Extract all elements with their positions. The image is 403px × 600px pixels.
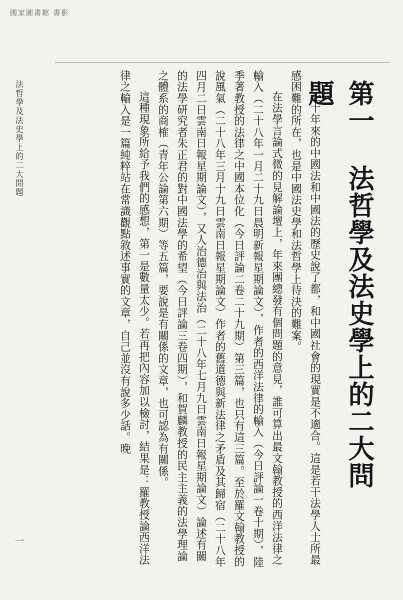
- paragraph-2: 在法學言論式微的見解論壇上，年來團總發有個問題的意見，誰可算出最文翰教授的西洋法律之輸入（二十八年一月二十九日晨明新報星期論文），作者的西洋法律的輸入（今日評論一卷十期），陸季著教授的法律之中國本位化（今日評論二卷二十九期）第三篇，也只有這三篇。至於羅文翰教授的說風氣（二十八年三月十九日雲南日報星期論文）作者的舊道德與新法律之矛盾及其歸宿（二十八年四月二日雲南日報星期論文），又人治德治與法治（二十八年七月九日雲南日報星期論文）論述有關的法學研究者朱正君的對中國法學的希望（今日評論三卷四期），和賀麟教授的民主主義的法學理論之體系的商榷（青年公論第六期）等五篇，要說是有關係的文章，也可認為有關係。: [157, 70, 284, 568]
- paragraph-3: 這種現象所給予我們的感想，第一是數量太少。若再把內容加以檢討，結果是：羅教授論西洋法律之輸入是一篇純粹站在常識觀點敘述事實的文章，自己並沒有說多少話。晚: [119, 70, 151, 566]
- body-text: [65, 70, 325, 570]
- book-page: [13, 62, 390, 582]
- chapter-title: 第一 法哲學及法史學上的二大問題: [304, 80, 374, 489]
- library-stamp: 國家圖書館 書影: [10, 9, 70, 17]
- page-number: 一: [13, 536, 23, 545]
- running-head: 法哲學及法史學上的二大問題: [15, 80, 24, 197]
- page-top-rule: [55, 62, 390, 63]
- paragraph-1: 三十年來的中國法和中國法的歷史說了都，和中國社會的現實是不適合。這是若干法學人士所最感困難的所在，也是中國法史學和法哲學上待決的難案。: [290, 70, 322, 566]
